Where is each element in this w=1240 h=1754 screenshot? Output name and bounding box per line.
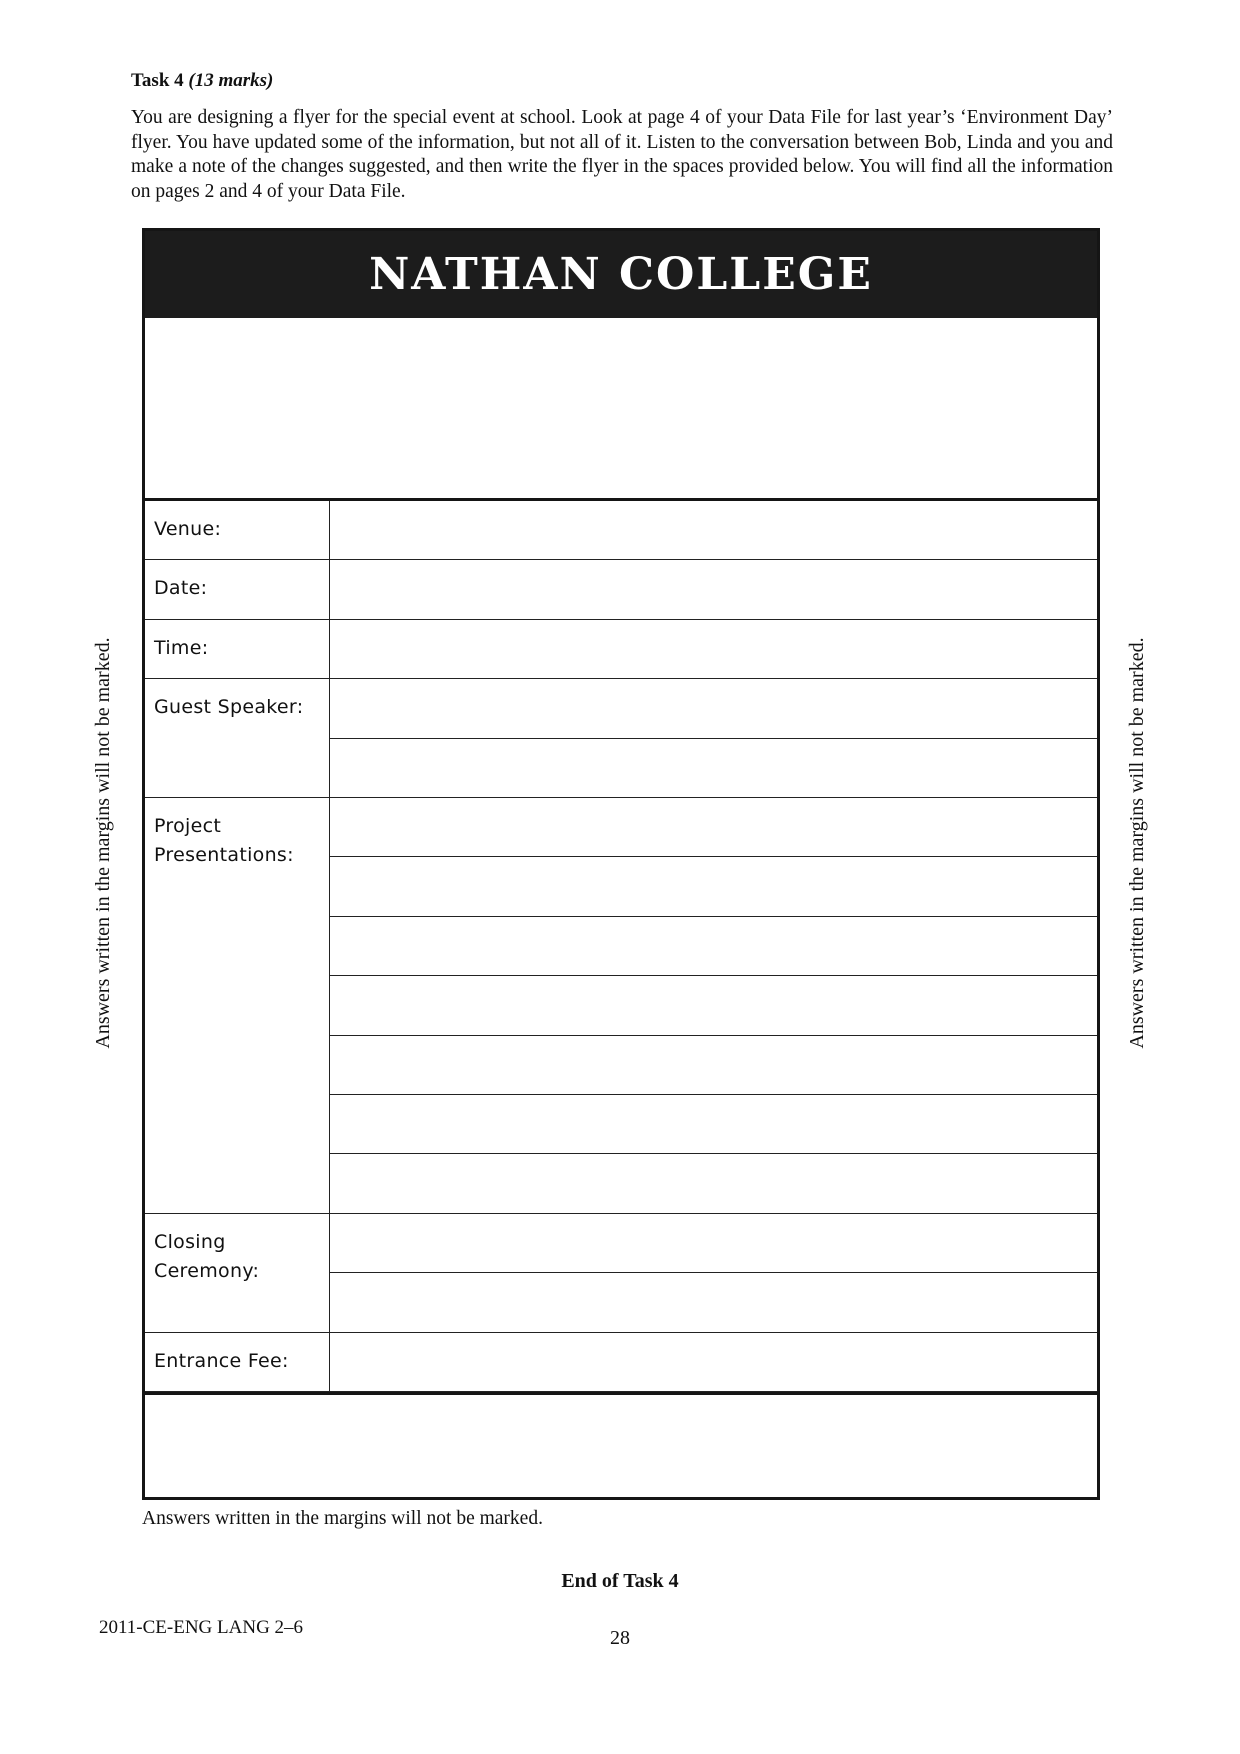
task-title: Task 4 <box>131 70 184 91</box>
flyer-header: NATHAN COLLEGE <box>145 231 1097 318</box>
answer-line[interactable] <box>330 501 1097 560</box>
answer-line[interactable] <box>330 679 1097 738</box>
field-label: Date: <box>145 560 330 619</box>
field-label: Entrance Fee: <box>145 1333 330 1392</box>
answer-line[interactable] <box>330 739 1097 798</box>
field-label: Guest Speaker: <box>145 679 330 798</box>
footer-margin-warning: Answers written in the margins will not be marked. <box>142 1508 543 1529</box>
form-row <box>145 798 1097 1214</box>
answer-line[interactable] <box>330 1333 1097 1392</box>
answer-line[interactable] <box>330 798 1097 857</box>
task-heading <box>131 70 273 92</box>
form-row <box>145 620 1097 679</box>
answer-line[interactable] <box>330 620 1097 679</box>
paper-code: 2011-CE-ENG LANG 2–6 <box>99 1617 304 1638</box>
answer-line[interactable] <box>330 1154 1097 1213</box>
answer-line[interactable] <box>330 1095 1097 1154</box>
end-of-task: End of Task 4 <box>561 1570 679 1592</box>
task-instructions: You are designing a flyer for the special event at school. Look at page 4 of your Data File for last year’s ‘Environment Day’ flyer. You have updated some of the information, but not all of it. Listen to the conversation between Bob, Linda and you and make a note of the changes suggested, and then write the flyer in the spaces provided below. You will find all the information on pages 2 and 4 of your Data File. <box>131 107 1113 202</box>
answer-line[interactable] <box>330 1214 1097 1273</box>
flyer-intro-writing-area[interactable] <box>145 318 1097 501</box>
answer-line[interactable] <box>330 1036 1097 1095</box>
flyer-closing-writing-area[interactable] <box>145 1392 1097 1497</box>
page-number: 28 <box>610 1627 630 1649</box>
answer-line[interactable] <box>330 917 1097 976</box>
form-row <box>145 1214 1097 1333</box>
field-label: Project Presentations: <box>145 798 330 1214</box>
form-row <box>145 501 1097 560</box>
form-row <box>145 560 1097 619</box>
answer-line[interactable] <box>330 560 1097 619</box>
right-margin-warning: Answers written in the margins will not be marked. <box>1126 637 1148 1049</box>
answer-line[interactable] <box>330 976 1097 1035</box>
flyer-form <box>142 228 1100 1500</box>
flyer-fields <box>145 501 1097 1392</box>
field-label: Venue: <box>145 501 330 560</box>
answer-line[interactable] <box>330 857 1097 916</box>
form-row <box>145 1333 1097 1392</box>
task-marks: (13 marks) <box>188 70 274 91</box>
field-label: Closing Ceremony: <box>145 1214 330 1333</box>
form-row <box>145 679 1097 798</box>
left-margin-warning: Answers written in the margins will not be marked. <box>92 637 114 1049</box>
answer-line[interactable] <box>330 1273 1097 1332</box>
field-label: Time: <box>145 620 330 679</box>
